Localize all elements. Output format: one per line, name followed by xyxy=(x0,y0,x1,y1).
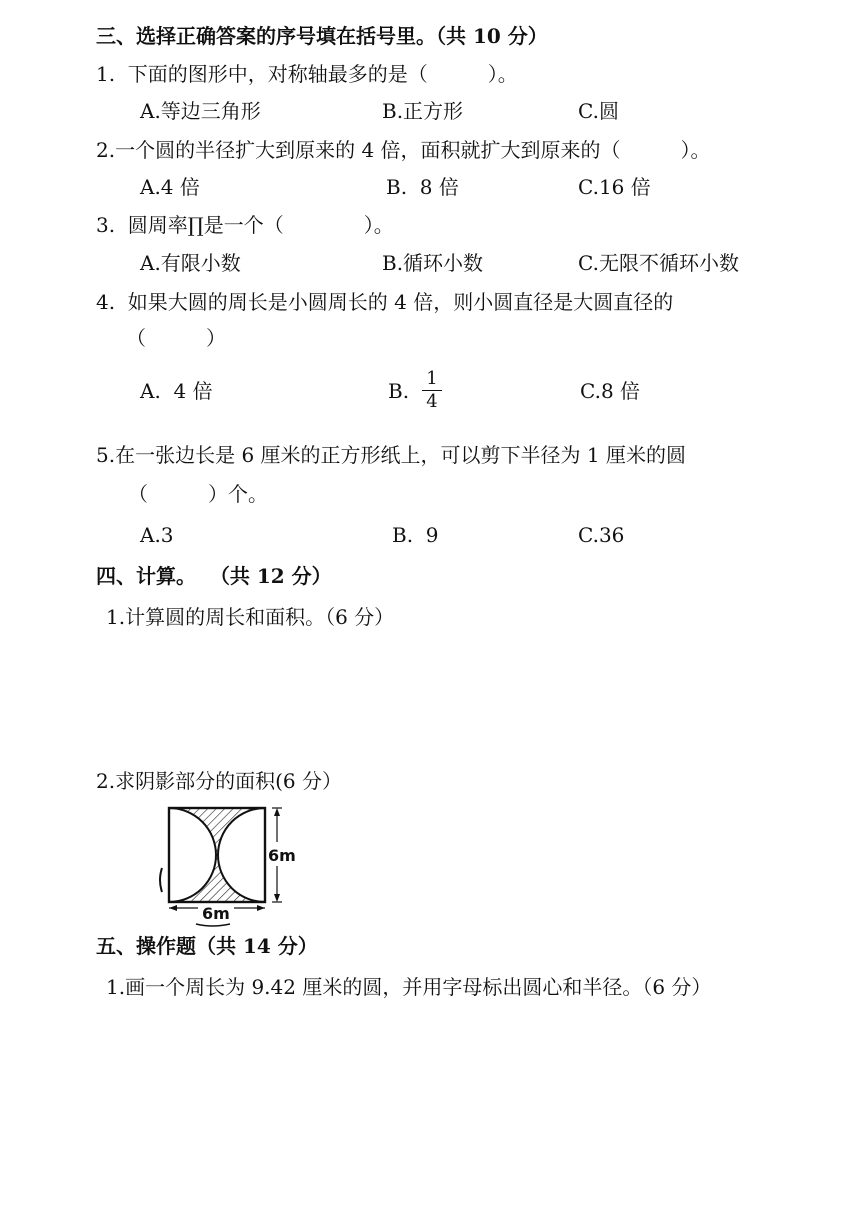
question-4-paren: （ ） xyxy=(126,326,226,350)
q4-option-b-fraction xyxy=(420,369,444,412)
shaded-area-diagram xyxy=(150,798,300,933)
q4-option-c: C.8 倍 xyxy=(580,379,641,403)
calc-question-1: 1.计算圆的周长和面积。（6 分） xyxy=(106,605,395,629)
calc-question-2: 2.求阴影部分的面积(6 分） xyxy=(96,769,342,793)
side-length-label: 6m xyxy=(268,846,296,865)
q3-option-b: B.循环小数 xyxy=(382,251,484,275)
arrow-up xyxy=(274,808,280,816)
q2-option-b: B. 8 倍 xyxy=(386,175,459,199)
q4-option-b: B. xyxy=(388,379,410,403)
stray-mark-left xyxy=(160,868,162,892)
section3-heading: 三、选择正确答案的序号填在括号里。（共 10 分） xyxy=(96,24,548,48)
operation-question-1: 1.画一个周长为 9.42 厘米的圆，并用字母标出圆心和半径。（6 分） xyxy=(106,975,712,999)
section5-heading: 五、操作题（共 14 分） xyxy=(96,934,318,958)
q5-option-c: C.36 xyxy=(578,523,625,547)
arrow-right xyxy=(257,905,265,911)
fraction-denominator: 4 xyxy=(426,391,438,412)
q3-option-c: C.无限不循环小数 xyxy=(578,251,739,275)
q2-option-a: A.4 倍 xyxy=(140,175,200,199)
arrow-down xyxy=(274,894,280,902)
shaded-area-figure xyxy=(150,798,300,938)
fraction-numerator: 1 xyxy=(426,368,438,389)
q4-option-a: A. 4 倍 xyxy=(140,379,213,403)
question-3-text: 3. 圆周率∏是一个（ ）。 xyxy=(96,213,394,237)
stray-mark-bottom xyxy=(196,924,230,926)
q3-option-a: A.有限小数 xyxy=(140,251,241,275)
bottom-length-label: 6m xyxy=(202,904,230,923)
q5-option-b: B. 9 xyxy=(392,523,439,547)
q1-option-b: B.正方形 xyxy=(382,99,464,123)
question-4-text: 4. 如果大圆的周长是小圆周长的 4 倍，则小圆直径是大圆直径的 xyxy=(96,290,674,314)
question-5-paren: （ ）个。 xyxy=(128,482,268,506)
q2-option-c: C.16 倍 xyxy=(578,175,651,199)
section4-heading: 四、计算。 （共 12 分） xyxy=(96,564,332,588)
arrow-left xyxy=(169,905,177,911)
q5-option-a: A.3 xyxy=(140,523,174,547)
question-2-text: 2.一个圆的半径扩大到原来的 4 倍，面积就扩大到原来的（ ）。 xyxy=(96,138,711,162)
q1-option-c: C.圆 xyxy=(578,99,619,123)
question-1-text: 1. 下面的图形中，对称轴最多的是（ ）。 xyxy=(96,62,518,86)
question-5-text: 5.在一张边长是 6 厘米的正方形纸上，可以剪下半径为 1 厘米的圆 xyxy=(96,443,686,467)
q1-option-a: A.等边三角形 xyxy=(140,99,261,123)
